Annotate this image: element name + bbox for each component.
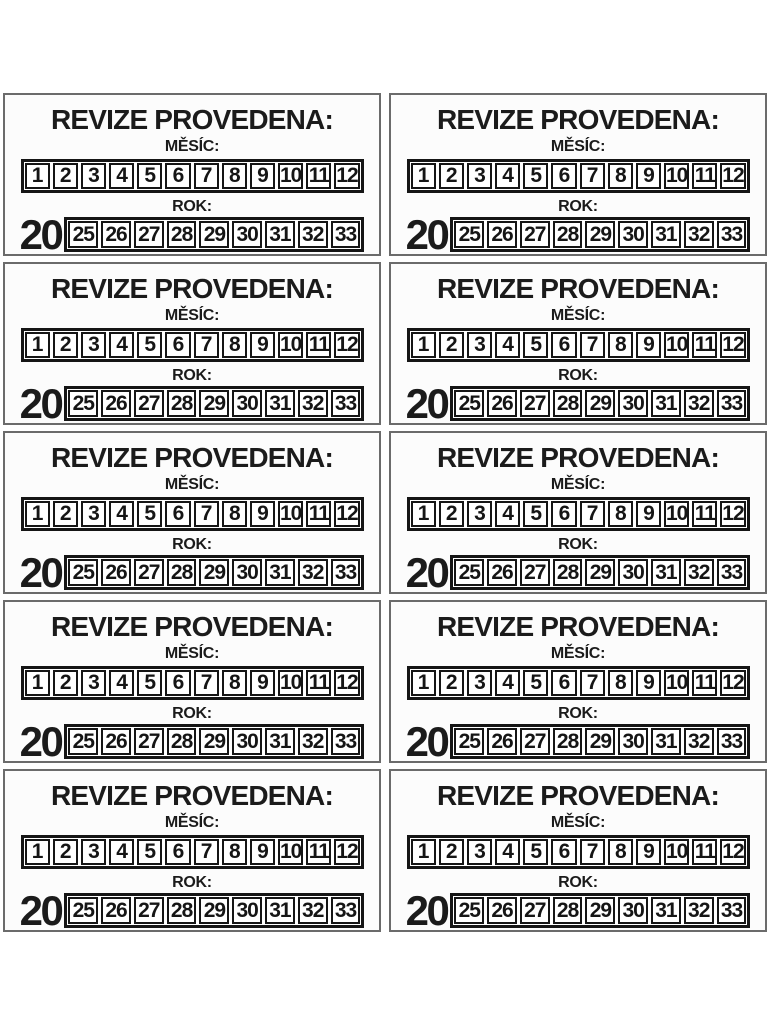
month-strip bbox=[407, 835, 750, 869]
month-cell: 11 bbox=[306, 670, 331, 696]
year-cell: 28 bbox=[167, 897, 197, 924]
year-cell: 33 bbox=[717, 728, 747, 755]
month-label: MĚSÍC: bbox=[550, 138, 606, 155]
month-label: MĚSÍC: bbox=[550, 814, 606, 831]
month-cell: 7 bbox=[194, 839, 219, 865]
month-cell: 5 bbox=[137, 839, 162, 865]
month-cell: 8 bbox=[608, 670, 633, 696]
year-cell: 27 bbox=[520, 559, 550, 586]
month-cell: 8 bbox=[222, 501, 247, 527]
year-row bbox=[405, 717, 751, 765]
year-cell: 33 bbox=[717, 221, 747, 248]
year-row bbox=[405, 548, 751, 596]
month-cell: 5 bbox=[523, 332, 548, 358]
year-cell: 32 bbox=[298, 559, 328, 586]
year-cell: 32 bbox=[298, 390, 328, 417]
year-cell: 32 bbox=[684, 728, 714, 755]
month-cell: 8 bbox=[608, 839, 633, 865]
revision-label bbox=[389, 93, 767, 256]
year-label: ROK: bbox=[172, 874, 212, 891]
year-cell: 29 bbox=[585, 728, 615, 755]
month-cell: 1 bbox=[411, 332, 436, 358]
year-cell: 27 bbox=[520, 390, 550, 417]
month-cell: 3 bbox=[81, 163, 106, 189]
month-cell: 1 bbox=[25, 839, 50, 865]
year-cell: 25 bbox=[454, 728, 484, 755]
month-strip bbox=[407, 159, 750, 193]
year-row bbox=[405, 886, 751, 934]
month-cell: 8 bbox=[608, 501, 633, 527]
year-row bbox=[19, 717, 365, 765]
month-cell: 1 bbox=[25, 163, 50, 189]
year-strip bbox=[450, 555, 750, 590]
year-label: ROK: bbox=[558, 198, 598, 215]
month-cell: 2 bbox=[53, 839, 78, 865]
year-cell: 33 bbox=[717, 559, 747, 586]
year-cell: 32 bbox=[684, 897, 714, 924]
year-cell: 31 bbox=[265, 221, 295, 248]
month-cell: 12 bbox=[336, 671, 358, 694]
revision-label bbox=[3, 262, 381, 425]
year-cell: 29 bbox=[199, 728, 229, 755]
year-strip bbox=[450, 893, 750, 928]
month-cell: 2 bbox=[439, 670, 464, 696]
month-cell: 5 bbox=[137, 332, 162, 358]
year-prefix: 20 bbox=[19, 717, 62, 765]
month-cell: 10 bbox=[279, 840, 302, 863]
year-row bbox=[19, 210, 365, 258]
month-cell: 10 bbox=[279, 502, 302, 525]
month-cell: 3 bbox=[467, 501, 492, 527]
year-cell: 27 bbox=[134, 559, 164, 586]
year-cell: 26 bbox=[101, 390, 131, 417]
month-cell: 4 bbox=[109, 839, 134, 865]
month-strip bbox=[407, 497, 750, 531]
year-cell: 32 bbox=[298, 728, 328, 755]
month-strip bbox=[407, 666, 750, 700]
month-cell: 7 bbox=[580, 163, 605, 189]
month-cell: 7 bbox=[580, 501, 605, 527]
revision-label bbox=[3, 93, 381, 256]
year-cell: 26 bbox=[101, 728, 131, 755]
year-cell: 27 bbox=[134, 897, 164, 924]
month-cell: 3 bbox=[81, 332, 106, 358]
year-cell: 26 bbox=[487, 559, 517, 586]
year-strip bbox=[64, 555, 364, 590]
month-cell: 2 bbox=[439, 163, 464, 189]
year-prefix: 20 bbox=[19, 548, 62, 596]
year-cell: 32 bbox=[298, 897, 328, 924]
year-cell: 33 bbox=[717, 390, 747, 417]
revision-label bbox=[3, 769, 381, 932]
month-cell: 1 bbox=[25, 501, 50, 527]
month-cell: 7 bbox=[580, 670, 605, 696]
year-cell: 27 bbox=[134, 221, 164, 248]
month-cell: 5 bbox=[523, 501, 548, 527]
month-cell: 8 bbox=[608, 332, 633, 358]
year-cell: 26 bbox=[487, 728, 517, 755]
month-strip bbox=[21, 666, 364, 700]
year-strip bbox=[450, 217, 750, 252]
year-cell: 28 bbox=[167, 390, 197, 417]
revision-label bbox=[389, 769, 767, 932]
revision-label bbox=[389, 431, 767, 594]
month-cell: 3 bbox=[467, 839, 492, 865]
year-cell: 30 bbox=[232, 390, 262, 417]
month-cell: 6 bbox=[165, 163, 190, 189]
year-prefix: 20 bbox=[19, 210, 62, 258]
month-cell: 11 bbox=[306, 501, 331, 527]
month-cell: 6 bbox=[165, 839, 190, 865]
year-cell: 31 bbox=[265, 897, 295, 924]
year-cell: 29 bbox=[199, 897, 229, 924]
month-cell: 10 bbox=[279, 333, 302, 356]
year-cell: 33 bbox=[331, 390, 361, 417]
month-cell: 8 bbox=[222, 670, 247, 696]
year-prefix: 20 bbox=[405, 379, 448, 427]
year-row bbox=[405, 379, 751, 427]
revision-label bbox=[389, 600, 767, 763]
month-cell: 7 bbox=[580, 332, 605, 358]
year-cell: 25 bbox=[68, 221, 98, 248]
year-cell: 31 bbox=[265, 390, 295, 417]
month-cell: 11 bbox=[306, 332, 331, 358]
month-cell: 8 bbox=[222, 163, 247, 189]
month-cell: 4 bbox=[495, 163, 520, 189]
year-cell: 26 bbox=[487, 897, 517, 924]
year-cell: 30 bbox=[618, 897, 648, 924]
label-title: REVIZE PROVEDENA: bbox=[437, 442, 719, 473]
month-cell: 2 bbox=[53, 670, 78, 696]
year-label: ROK: bbox=[172, 536, 212, 553]
month-cell: 8 bbox=[222, 839, 247, 865]
month-cell: 2 bbox=[439, 332, 464, 358]
month-cell: 6 bbox=[551, 670, 576, 696]
label-title: REVIZE PROVEDENA: bbox=[51, 780, 333, 811]
month-cell: 2 bbox=[53, 501, 78, 527]
month-cell: 11 bbox=[692, 670, 717, 696]
month-cell: 3 bbox=[81, 670, 106, 696]
month-cell: 4 bbox=[495, 839, 520, 865]
month-cell: 11 bbox=[692, 332, 717, 358]
month-cell: 1 bbox=[411, 839, 436, 865]
month-cell: 4 bbox=[495, 670, 520, 696]
month-label: MĚSÍC: bbox=[550, 307, 606, 324]
year-cell: 26 bbox=[101, 897, 131, 924]
year-cell: 31 bbox=[651, 897, 681, 924]
year-cell: 30 bbox=[618, 728, 648, 755]
year-cell: 29 bbox=[199, 559, 229, 586]
year-cell: 31 bbox=[265, 728, 295, 755]
month-cell: 11 bbox=[692, 501, 717, 527]
year-prefix: 20 bbox=[19, 379, 62, 427]
year-cell: 31 bbox=[651, 559, 681, 586]
month-cell: 5 bbox=[137, 501, 162, 527]
month-cell: 12 bbox=[722, 502, 744, 525]
month-cell: 1 bbox=[25, 332, 50, 358]
year-cell: 31 bbox=[651, 221, 681, 248]
year-label: ROK: bbox=[172, 705, 212, 722]
month-cell: 4 bbox=[109, 163, 134, 189]
month-cell: 10 bbox=[279, 671, 302, 694]
month-cell: 10 bbox=[665, 840, 688, 863]
year-cell: 29 bbox=[585, 221, 615, 248]
month-cell: 12 bbox=[722, 840, 744, 863]
month-label: MĚSÍC: bbox=[550, 645, 606, 662]
month-cell: 1 bbox=[411, 163, 436, 189]
year-cell: 29 bbox=[199, 390, 229, 417]
month-cell: 10 bbox=[665, 502, 688, 525]
label-title: REVIZE PROVEDENA: bbox=[51, 611, 333, 642]
year-prefix: 20 bbox=[405, 548, 448, 596]
month-cell: 8 bbox=[222, 332, 247, 358]
year-cell: 27 bbox=[520, 221, 550, 248]
year-cell: 31 bbox=[651, 728, 681, 755]
year-strip bbox=[64, 386, 364, 421]
year-cell: 27 bbox=[134, 390, 164, 417]
label-title: REVIZE PROVEDENA: bbox=[51, 273, 333, 304]
year-row bbox=[19, 379, 365, 427]
year-cell: 32 bbox=[684, 559, 714, 586]
month-cell: 5 bbox=[523, 670, 548, 696]
year-cell: 29 bbox=[199, 221, 229, 248]
year-cell: 30 bbox=[618, 221, 648, 248]
month-cell: 9 bbox=[250, 839, 275, 865]
month-cell: 4 bbox=[495, 332, 520, 358]
year-row bbox=[19, 548, 365, 596]
year-label: ROK: bbox=[558, 536, 598, 553]
month-cell: 1 bbox=[25, 670, 50, 696]
year-prefix: 20 bbox=[19, 886, 62, 934]
month-cell: 2 bbox=[439, 501, 464, 527]
month-cell: 11 bbox=[306, 839, 331, 865]
year-cell: 32 bbox=[684, 390, 714, 417]
month-cell: 12 bbox=[336, 840, 358, 863]
year-label: ROK: bbox=[558, 874, 598, 891]
month-cell: 6 bbox=[165, 332, 190, 358]
month-cell: 11 bbox=[692, 839, 717, 865]
month-cell: 7 bbox=[194, 163, 219, 189]
year-row bbox=[19, 886, 365, 934]
year-cell: 27 bbox=[520, 728, 550, 755]
year-cell: 27 bbox=[520, 897, 550, 924]
year-cell: 25 bbox=[454, 221, 484, 248]
month-cell: 9 bbox=[636, 332, 661, 358]
month-cell: 6 bbox=[551, 163, 576, 189]
year-cell: 28 bbox=[553, 221, 583, 248]
year-cell: 33 bbox=[331, 221, 361, 248]
month-strip bbox=[21, 835, 364, 869]
month-cell: 7 bbox=[194, 332, 219, 358]
year-cell: 28 bbox=[553, 390, 583, 417]
year-cell: 26 bbox=[487, 221, 517, 248]
month-cell: 12 bbox=[722, 164, 744, 187]
month-cell: 3 bbox=[467, 332, 492, 358]
month-cell: 2 bbox=[53, 163, 78, 189]
month-cell: 9 bbox=[636, 839, 661, 865]
label-title: REVIZE PROVEDENA: bbox=[437, 611, 719, 642]
year-cell: 28 bbox=[167, 221, 197, 248]
revision-label bbox=[3, 600, 381, 763]
year-prefix: 20 bbox=[405, 886, 448, 934]
month-cell: 11 bbox=[692, 163, 717, 189]
month-cell: 5 bbox=[137, 670, 162, 696]
month-cell: 1 bbox=[411, 670, 436, 696]
month-cell: 2 bbox=[53, 332, 78, 358]
month-cell: 6 bbox=[165, 501, 190, 527]
month-cell: 3 bbox=[81, 839, 106, 865]
month-cell: 11 bbox=[306, 163, 331, 189]
month-cell: 7 bbox=[194, 670, 219, 696]
year-strip bbox=[64, 893, 364, 928]
label-title: REVIZE PROVEDENA: bbox=[437, 780, 719, 811]
label-title: REVIZE PROVEDENA: bbox=[51, 442, 333, 473]
year-prefix: 20 bbox=[405, 210, 448, 258]
year-strip bbox=[450, 724, 750, 759]
year-cell: 28 bbox=[553, 559, 583, 586]
year-cell: 28 bbox=[167, 728, 197, 755]
year-cell: 26 bbox=[101, 559, 131, 586]
month-cell: 10 bbox=[665, 164, 688, 187]
year-cell: 33 bbox=[331, 897, 361, 924]
year-strip bbox=[64, 724, 364, 759]
year-label: ROK: bbox=[172, 198, 212, 215]
month-label: MĚSÍC: bbox=[550, 476, 606, 493]
month-cell: 4 bbox=[109, 332, 134, 358]
month-cell: 6 bbox=[551, 332, 576, 358]
label-title: REVIZE PROVEDENA: bbox=[437, 104, 719, 135]
month-cell: 8 bbox=[608, 163, 633, 189]
year-cell: 29 bbox=[585, 559, 615, 586]
year-label: ROK: bbox=[172, 367, 212, 384]
month-cell: 6 bbox=[165, 670, 190, 696]
month-cell: 5 bbox=[523, 163, 548, 189]
month-cell: 9 bbox=[250, 332, 275, 358]
month-cell: 12 bbox=[336, 164, 358, 187]
month-cell: 12 bbox=[336, 502, 358, 525]
year-cell: 30 bbox=[618, 559, 648, 586]
year-cell: 30 bbox=[232, 559, 262, 586]
month-cell: 4 bbox=[109, 670, 134, 696]
year-cell: 25 bbox=[454, 559, 484, 586]
year-cell: 25 bbox=[454, 390, 484, 417]
year-cell: 30 bbox=[232, 221, 262, 248]
year-cell: 25 bbox=[68, 559, 98, 586]
label-title: REVIZE PROVEDENA: bbox=[51, 104, 333, 135]
month-strip bbox=[21, 328, 364, 362]
year-cell: 33 bbox=[331, 728, 361, 755]
month-cell: 5 bbox=[523, 839, 548, 865]
year-prefix: 20 bbox=[405, 717, 448, 765]
year-cell: 29 bbox=[585, 390, 615, 417]
year-cell: 30 bbox=[232, 897, 262, 924]
month-cell: 10 bbox=[665, 671, 688, 694]
month-cell: 9 bbox=[250, 163, 275, 189]
year-cell: 25 bbox=[68, 728, 98, 755]
month-cell: 9 bbox=[250, 670, 275, 696]
month-cell: 4 bbox=[109, 501, 134, 527]
month-cell: 7 bbox=[580, 839, 605, 865]
year-cell: 25 bbox=[68, 897, 98, 924]
year-row bbox=[405, 210, 751, 258]
month-cell: 5 bbox=[137, 163, 162, 189]
month-cell: 4 bbox=[495, 501, 520, 527]
year-cell: 26 bbox=[101, 221, 131, 248]
year-cell: 28 bbox=[167, 559, 197, 586]
month-cell: 3 bbox=[81, 501, 106, 527]
revision-label bbox=[389, 262, 767, 425]
month-cell: 3 bbox=[467, 670, 492, 696]
month-label: MĚSÍC: bbox=[164, 476, 220, 493]
year-cell: 28 bbox=[553, 897, 583, 924]
month-cell: 6 bbox=[551, 839, 576, 865]
month-strip bbox=[407, 328, 750, 362]
month-cell: 10 bbox=[665, 333, 688, 356]
year-cell: 30 bbox=[618, 390, 648, 417]
year-strip bbox=[64, 217, 364, 252]
year-cell: 31 bbox=[265, 559, 295, 586]
month-label: MĚSÍC: bbox=[164, 645, 220, 662]
month-cell: 12 bbox=[722, 333, 744, 356]
revision-label bbox=[3, 431, 381, 594]
month-cell: 9 bbox=[250, 501, 275, 527]
month-cell: 3 bbox=[467, 163, 492, 189]
month-cell: 10 bbox=[279, 164, 302, 187]
year-cell: 33 bbox=[717, 897, 747, 924]
year-cell: 31 bbox=[651, 390, 681, 417]
month-strip bbox=[21, 497, 364, 531]
month-label: MĚSÍC: bbox=[164, 307, 220, 324]
label-sheet bbox=[3, 93, 767, 932]
year-cell: 25 bbox=[454, 897, 484, 924]
year-cell: 32 bbox=[298, 221, 328, 248]
month-cell: 12 bbox=[722, 671, 744, 694]
year-strip bbox=[450, 386, 750, 421]
year-cell: 25 bbox=[68, 390, 98, 417]
month-cell: 9 bbox=[636, 670, 661, 696]
year-cell: 30 bbox=[232, 728, 262, 755]
month-cell: 9 bbox=[636, 501, 661, 527]
label-title: REVIZE PROVEDENA: bbox=[437, 273, 719, 304]
month-cell: 1 bbox=[411, 501, 436, 527]
year-cell: 29 bbox=[585, 897, 615, 924]
year-label: ROK: bbox=[558, 367, 598, 384]
month-cell: 6 bbox=[551, 501, 576, 527]
year-cell: 27 bbox=[134, 728, 164, 755]
year-cell: 32 bbox=[684, 221, 714, 248]
month-strip bbox=[21, 159, 364, 193]
month-cell: 9 bbox=[636, 163, 661, 189]
year-label: ROK: bbox=[558, 705, 598, 722]
month-label: MĚSÍC: bbox=[164, 138, 220, 155]
month-label: MĚSÍC: bbox=[164, 814, 220, 831]
month-cell: 2 bbox=[439, 839, 464, 865]
year-cell: 26 bbox=[487, 390, 517, 417]
month-cell: 12 bbox=[336, 333, 358, 356]
year-cell: 33 bbox=[331, 559, 361, 586]
year-cell: 28 bbox=[553, 728, 583, 755]
month-cell: 7 bbox=[194, 501, 219, 527]
